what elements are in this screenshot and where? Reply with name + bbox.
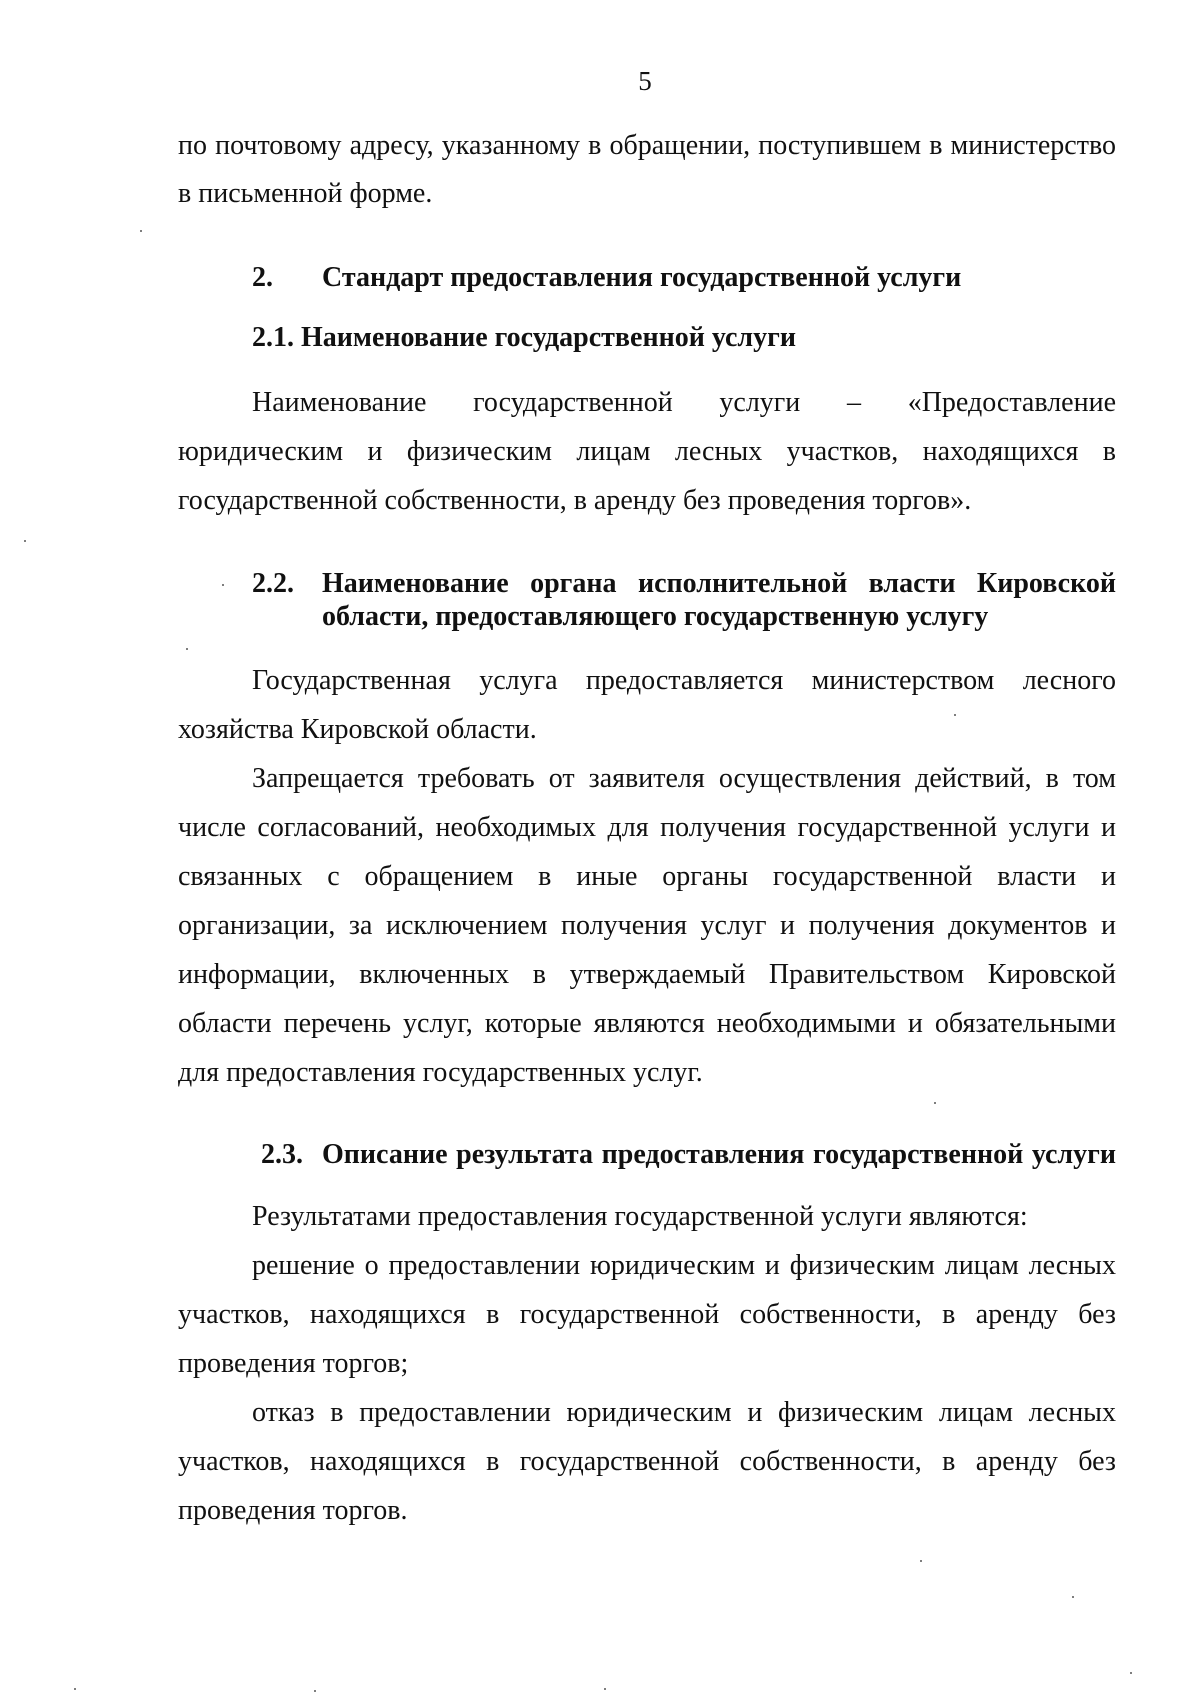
section-2-3-title: Описание результата предоставления государственной услуги xyxy=(322,1139,1116,1170)
section-2-3-p3-line-2: участков, находящихся в государственной собственности, в аренду без xyxy=(178,1446,1116,1477)
scan-speck xyxy=(1130,1672,1132,1674)
section-2-2-p2-line-6: области перечень услуг, которые являются необходимыми и обязательными xyxy=(178,1008,1116,1039)
section-2-2-p1-line-1: Государственная услуга предоставляется министерством лесного xyxy=(252,665,1116,696)
scan-speck xyxy=(222,584,224,586)
section-2-1-heading: 2.1. Наименование государственной услуги xyxy=(252,322,796,353)
scan-speck xyxy=(920,1560,922,1562)
intro-line-1: по почтовому адресу, указанному в обращении, поступившем в министерство xyxy=(178,130,1116,161)
section-2-3-p2-line-1: решение о предоставлении юридическим и физическим лицам лесных xyxy=(252,1250,1116,1281)
section-2-3-p3-line-1: отказ в предоставлении юридическим и физическим лицам лесных xyxy=(252,1397,1116,1428)
section-2-title: Стандарт предоставления государственной услуги xyxy=(322,262,962,293)
section-2-1-line-1: Наименование государственной услуги – «Предоставление xyxy=(252,387,1116,418)
section-2-2-title-line-2: области, предоставляющего государственную услугу xyxy=(322,601,989,632)
section-2-1-line-3: государственной собственности, в аренду без проведения торгов». xyxy=(178,485,972,516)
section-2-3-p2-line-3: проведения торгов; xyxy=(178,1348,409,1379)
scan-speck xyxy=(24,540,26,542)
page-number: 5 xyxy=(638,66,652,96)
scan-speck xyxy=(140,230,142,232)
section-2-1-line-2: юридическим и физическим лицам лесных участков, находящихся в xyxy=(178,436,1116,467)
section-2-2-p2-line-4: организации, за исключением получения услуг и получения документов и xyxy=(178,910,1116,941)
scan-speck xyxy=(186,648,188,650)
section-2-3-p3-line-3: проведения торгов. xyxy=(178,1495,408,1526)
section-2-3-p1: Результатами предоставления государственной услуги являются: xyxy=(252,1201,1028,1232)
section-2-2-p1-line-2: хозяйства Кировской области. xyxy=(178,714,537,745)
section-2-2-p2-line-2: числе согласований, необходимых для получения государственной услуги и xyxy=(178,812,1116,843)
section-2-3-p2-line-2: участков, находящихся в государственной собственности, в аренду без xyxy=(178,1299,1116,1330)
section-2-2-title-line-1: Наименование органа исполнительной власти Кировской xyxy=(322,568,1116,599)
scan-speck xyxy=(934,1102,936,1104)
section-2-number: 2. xyxy=(252,262,273,293)
section-2-2-p2-line-7: для предоставления государственных услуг. xyxy=(178,1057,703,1088)
intro-line-2: в письменной форме. xyxy=(178,178,433,209)
scan-speck xyxy=(1072,1596,1074,1598)
section-2-2-p2-line-1: Запрещается требовать от заявителя осуществления действий, в том xyxy=(252,763,1116,794)
scan-speck xyxy=(604,1688,606,1690)
section-2-2-p2-line-5: информации, включенных в утверждаемый Правительством Кировской xyxy=(178,959,1116,990)
scan-speck xyxy=(74,1688,76,1690)
section-2-2-p2-line-3: связанных с обращением в иные органы государственной власти и xyxy=(178,861,1116,892)
section-2-3-number: 2.3. xyxy=(261,1139,303,1170)
scan-speck xyxy=(954,714,956,716)
section-2-2-number: 2.2. xyxy=(252,568,294,599)
scan-speck xyxy=(314,1690,316,1692)
